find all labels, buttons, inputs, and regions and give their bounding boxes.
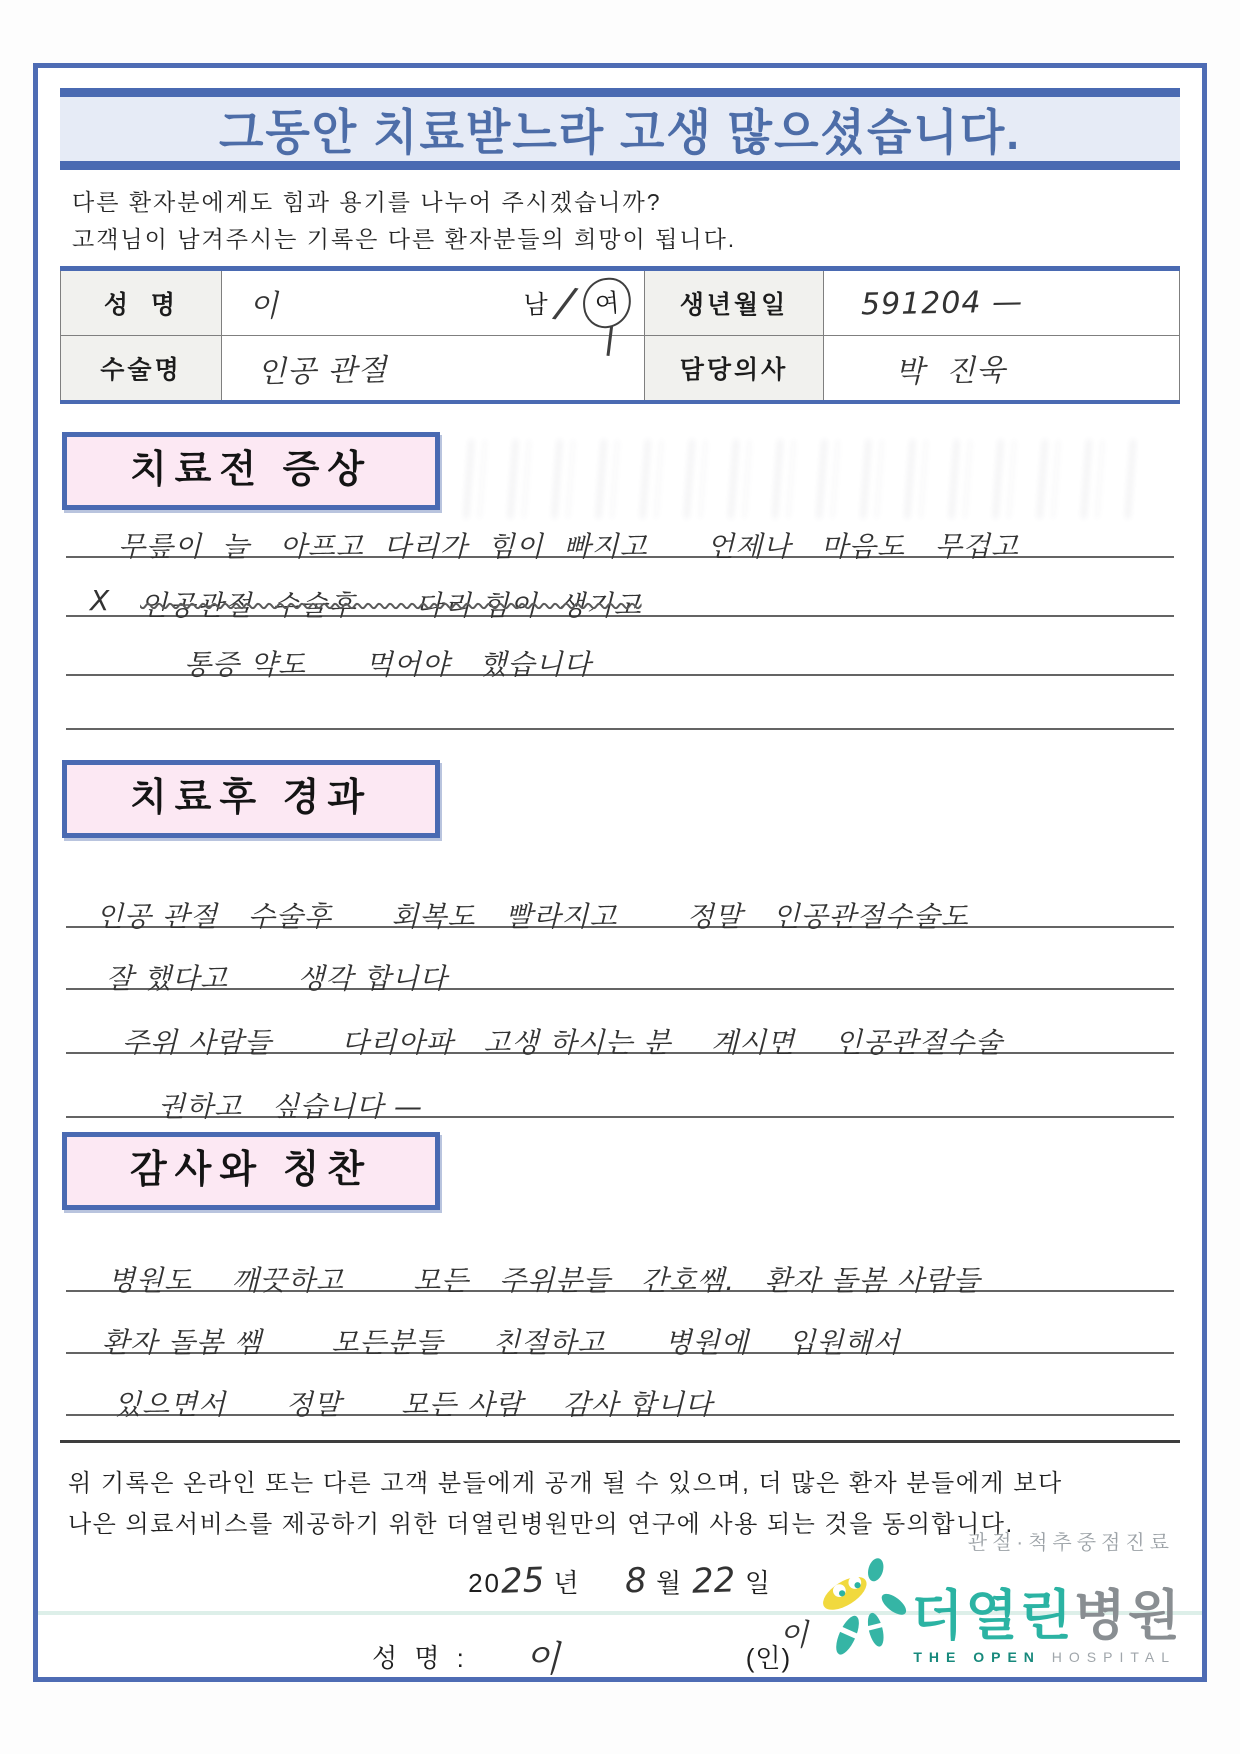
patient-info-table [60, 266, 1180, 404]
section-thanks-title-text: 감사와 칭찬 [129, 1149, 373, 1191]
signature-label: 성 명 : [372, 1643, 469, 1673]
logo-subtitle-secondary: HOSPITAL [1051, 1649, 1176, 1665]
doctor-label: 담당의사 [679, 356, 789, 384]
thanks-line-1-handwritten: 병원도 깨끗하고 모든 주위분들 간호쌤. 환자 돌봄 사람들 [108, 1264, 981, 1297]
name-value-wrap [223, 278, 643, 328]
form-title-banner [60, 88, 1180, 170]
surgery-label-cell [61, 336, 222, 403]
table-row-name-birth [61, 269, 1180, 336]
surgery-value-handwritten: 인공 관절 [256, 352, 388, 391]
name-label-cell [61, 269, 222, 336]
logo-tagline: 관절·척추중점진료 [967, 1532, 1174, 1554]
ruled-line [66, 1292, 1174, 1359]
doctor-value-cell [824, 336, 1180, 403]
section-before-title-text: 치료전 증상 [129, 449, 373, 491]
seal-signature-handwritten: 이 [779, 1618, 810, 1653]
after-line-2-handwritten: 잘 했다고 생각 합니다 [106, 962, 448, 995]
intro-text [72, 184, 1180, 258]
intro-line-1: 다른 환자분에게도 힘과 용기를 나누어 주시겠습니까? [72, 189, 662, 215]
date-year-unit: 년 [553, 1568, 581, 1598]
name-value-cell [222, 269, 645, 336]
date-month-unit: 월 [655, 1568, 684, 1598]
ruled-line [66, 1054, 1174, 1123]
birth-value-cell [824, 269, 1180, 336]
date-month-handwritten: 8 [624, 1560, 648, 1602]
name-value-handwritten: 이 [248, 288, 280, 325]
logo-subtitle-primary: THE OPEN [913, 1649, 1041, 1665]
hospital-logo [752, 1526, 1182, 1665]
thanks-line-3-handwritten: 있으면서 정말 모든 사람 감사 합니다 [114, 1388, 713, 1421]
before-line-1-handwritten: 무릎이 늘 아프고 다리가 힘이 빠지고 언제나 마음도 무겁고 [118, 530, 1019, 563]
ruled-line [66, 510, 1174, 563]
gender-male-label: 남 [523, 291, 548, 319]
after-line-4-handwritten: 권하고 싶습니다 — [158, 1090, 423, 1123]
doctor-label-cell [645, 336, 824, 403]
birth-label-cell [645, 269, 824, 336]
section-title-thanks-praise [62, 1132, 440, 1210]
intro-line-2: 고객님이 남겨주시는 기록은 다른 환자분들의 희망이 됩니다. [72, 226, 737, 252]
logo-name-secondary: 병원 [1073, 1586, 1182, 1646]
logo-main-row [752, 1557, 1182, 1657]
thanks-writing-area [66, 1210, 1174, 1421]
date-day-handwritten: 22 [691, 1560, 737, 1602]
consent-line-1: 위 기록은 온라인 또는 다른 고객 분들에게 공개 될 수 있으며, 더 많은 환자 분들에게 보다 [68, 1470, 1063, 1497]
ruled-line [66, 676, 1174, 730]
after-line-3-handwritten: 주위 사람들 다리아파 고생 하시는 분 계시면 인공관절수술 [122, 1026, 1004, 1059]
section-title-before-treatment [62, 432, 440, 510]
after-treatment-writing-area [66, 838, 1174, 1123]
date-year-printed: 20 [468, 1568, 501, 1598]
ruled-line [66, 1354, 1174, 1421]
ruled-line [66, 617, 1174, 681]
consent-line-2: 나은 의료서비스를 제공하기 위한 더열린병원만의 연구에 사용 되는 것을 동의합니다. [68, 1511, 1014, 1538]
section-after-title-text: 치료후 경과 [129, 777, 373, 819]
form-border-frame [33, 63, 1207, 1682]
birth-value-handwritten: 591204 — [860, 284, 1024, 322]
logo-name-primary: 더열린 [911, 1586, 1074, 1646]
section-title-after-treatment [62, 760, 440, 838]
signature-name-handwritten: 이 [524, 1638, 561, 1681]
table-row-surgery-doctor [61, 336, 1180, 403]
gender-field [524, 278, 631, 328]
ruled-line [66, 928, 1174, 995]
seal-text: (인) [745, 1643, 792, 1673]
ruled-line [66, 1210, 1174, 1297]
before-line-3-handwritten: 통증 약도 먹어야 했습니다 [184, 648, 592, 681]
logo-name [911, 1576, 1182, 1657]
ruled-line [66, 838, 1174, 933]
before-line-2-struck-handwritten: 인공관절 수술후 다리 힘이 생기고 [140, 589, 642, 622]
doctor-value-handwritten: 박 진욱 [894, 353, 1007, 390]
after-line-1-handwritten: 인공 관절 수술후 회복도 빨라지고 정말 인공관절수술도 [96, 900, 969, 933]
strike-mark-handwritten: X [90, 584, 111, 617]
gender-slash-handwritten: / [553, 277, 578, 328]
gender-female-circled: 여 [581, 276, 633, 330]
hospital-logo-mark-icon [815, 1557, 911, 1657]
surgery-value-cell [222, 336, 645, 403]
birth-label: 생년월일 [679, 291, 789, 319]
date-year-handwritten: 25 [500, 1560, 545, 1602]
form-title: 그동안 치료받느라 고생 많으셨습니다. [218, 104, 1022, 160]
surgery-label: 수술명 [100, 356, 182, 384]
thanks-line-2-handwritten: 환자 돌봄 쌤 모든분들 친절하고 병원에 입원해서 [102, 1326, 901, 1359]
before-treatment-writing-area [66, 510, 1174, 730]
date-day-unit: 일 [744, 1568, 772, 1598]
name-label: 성 명 [103, 291, 179, 319]
ruled-line [66, 558, 1174, 622]
ruled-line [66, 990, 1174, 1059]
